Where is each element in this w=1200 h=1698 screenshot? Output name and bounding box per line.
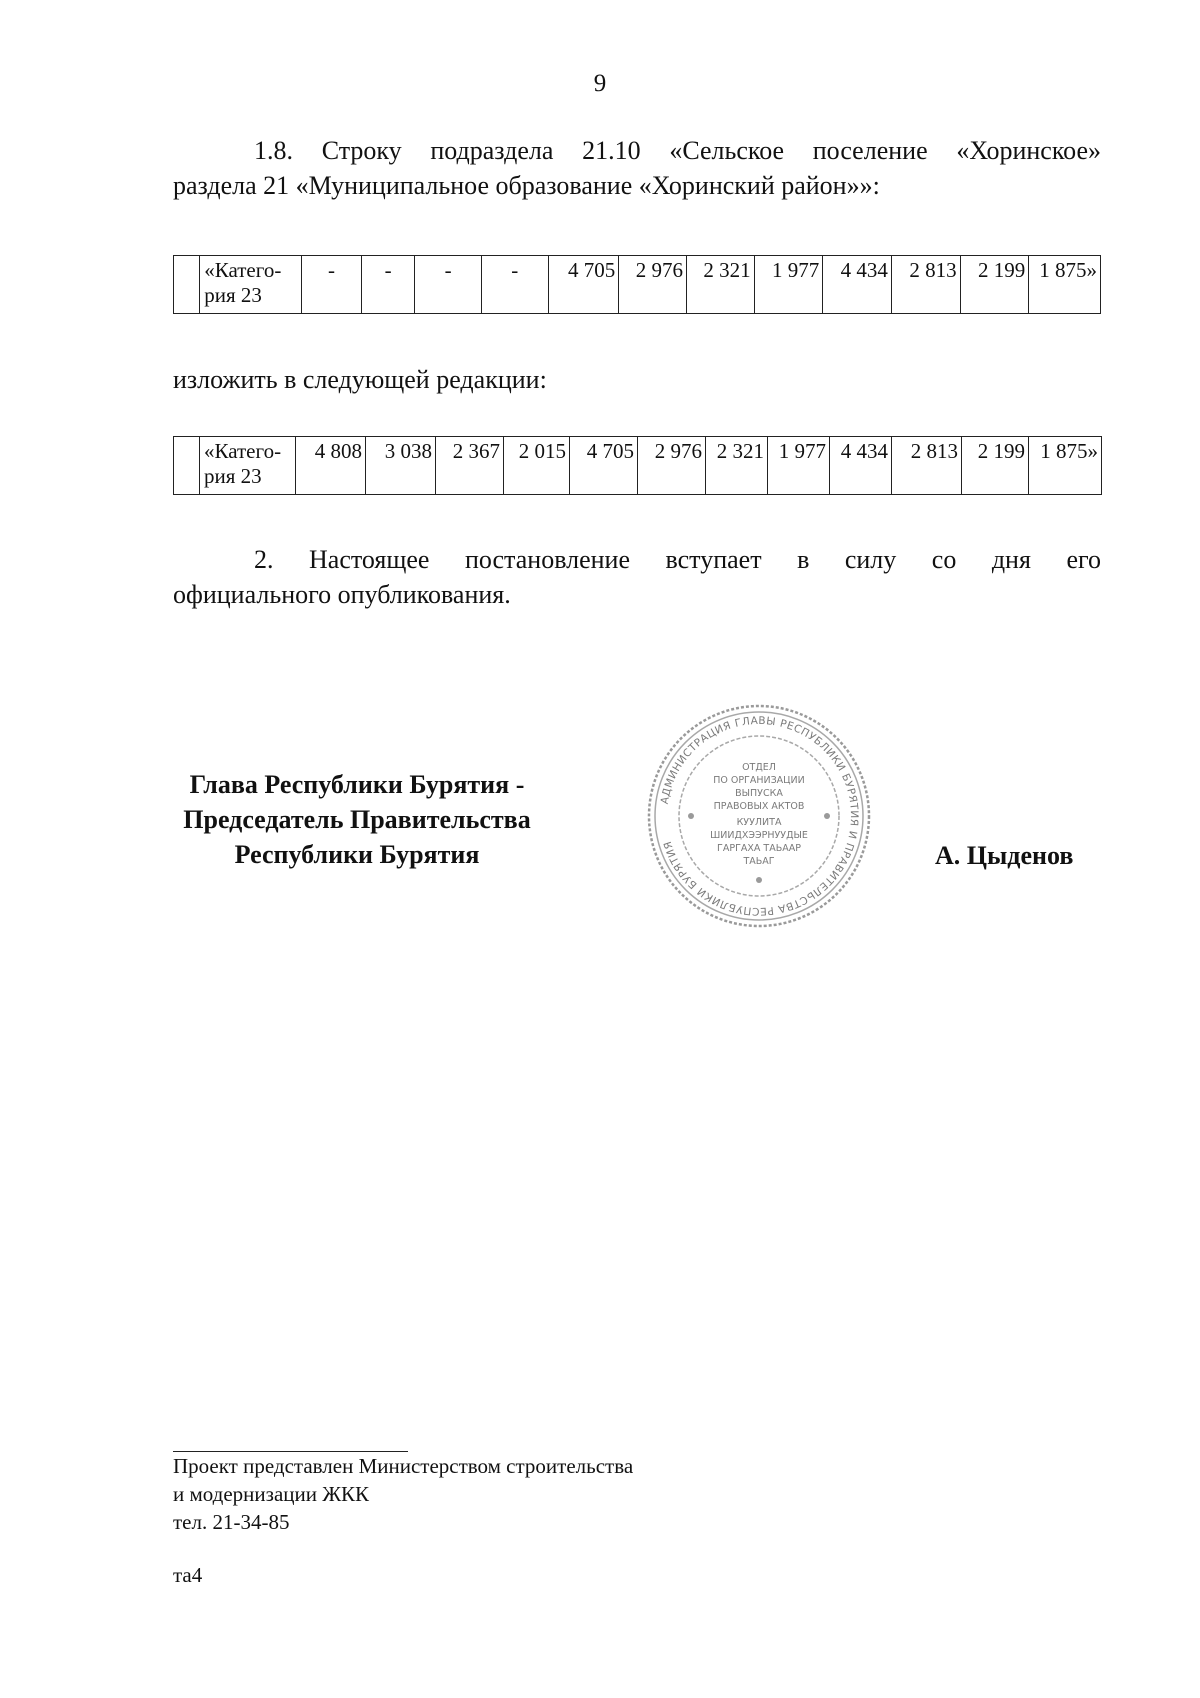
svg-text:ТАЬАГ: ТАЬАГ [743, 856, 775, 867]
empty-cell [174, 256, 200, 314]
value-cell: 2 199 [960, 256, 1029, 314]
category-cell: «Катего- рия 23 [200, 256, 302, 314]
signature-title [147, 767, 567, 872]
value-cell: 2 321 [706, 437, 768, 495]
signature-title-line3: Республики Бурятия [234, 840, 480, 869]
document-code: та4 [173, 1563, 203, 1587]
value-cell: 4 705 [548, 256, 619, 314]
footer-line2: и модернизации ЖКК [173, 1482, 370, 1506]
svg-text:ОТДЕЛ: ОТДЕЛ [742, 762, 776, 773]
official-seal [643, 700, 875, 932]
svg-text:АДМИНИСТРАЦИЯ ГЛАВЫ РЕСПУБЛИКИ: АДМИНИСТРАЦИЯ ГЛАВЫ РЕСПУБЛИКИ БУРЯТИЯ И ПРАВИТЕЛЬСТВА РЕСПУБЛИКИ БУРЯТИЯ [658, 714, 861, 918]
value-cell: 2 321 [686, 256, 754, 314]
category-cell: «Катего- рия 23 [200, 437, 296, 495]
value-cell: 2 976 [619, 256, 687, 314]
table-new [173, 436, 1102, 495]
svg-text:ПРАВОВЫХ АКТОВ: ПРАВОВЫХ АКТОВ [713, 801, 805, 812]
value-cell: - [361, 256, 415, 314]
value-cell: 4 434 [830, 437, 892, 495]
signature-title-line2: Председатель Правительства [183, 805, 531, 834]
value-cell: - [415, 256, 482, 314]
table-row [174, 437, 1102, 495]
value-cell: - [481, 256, 548, 314]
value-cell: 4 434 [823, 256, 892, 314]
svg-text:ПО ОРГАНИЗАЦИИ: ПО ОРГАНИЗАЦИИ [713, 775, 805, 786]
footer-phone: тел. 21-34-85 [173, 1510, 290, 1534]
value-cell: 4 808 [296, 437, 366, 495]
svg-text:ГАРГАХА ТАЬААР: ГАРГАХА ТАЬААР [717, 843, 801, 854]
seal-graphic [643, 700, 875, 932]
value-cell: 2 199 [962, 437, 1029, 495]
footer-block [173, 1452, 633, 1536]
svg-text:ШИИДХЭЭРНУУДЫЕ: ШИИДХЭЭРНУУДЫЕ [710, 830, 808, 841]
table-old [173, 255, 1101, 314]
value-cell: 3 038 [366, 437, 436, 495]
value-cell: 2 813 [892, 437, 962, 495]
signature-title-line1: Глава Республики Бурятия - [189, 770, 525, 799]
item-1-8-line1: 1.8. Строку подраздела 21.10 «Сельское поселение «Хоринское» [254, 136, 1101, 165]
value-cell: 2 976 [638, 437, 706, 495]
value-cell: 4 705 [570, 437, 638, 495]
table-row [174, 256, 1101, 314]
item-2-line1: 2. Настоящее постановление вступает в силу со дня его [254, 545, 1101, 574]
value-cell: 1 977 [754, 256, 823, 314]
value-cell: 1 875» [1029, 256, 1101, 314]
item-1-8-line2: раздела 21 «Муниципальное образование «Хоринский район»»: [173, 171, 880, 200]
value-cell: 2 015 [504, 437, 570, 495]
value-cell: 1 977 [768, 437, 830, 495]
page-number: 9 [593, 70, 607, 97]
value-cell: - [302, 256, 362, 314]
svg-text:ВЫПУСКА: ВЫПУСКА [735, 788, 783, 799]
value-cell: 2 813 [891, 256, 960, 314]
svg-text:КУУЛИТА: КУУЛИТА [736, 817, 782, 828]
item-2-line2: официального опубликования. [173, 580, 511, 609]
value-cell: 1 875» [1029, 437, 1102, 495]
new-edition-text: изложить в следующей редакции: [173, 365, 547, 394]
value-cell: 2 367 [436, 437, 504, 495]
signer-name: А. Цыденов [935, 841, 1074, 870]
footer-line1: Проект представлен Министерством строительства [173, 1454, 634, 1478]
empty-cell [174, 437, 200, 495]
